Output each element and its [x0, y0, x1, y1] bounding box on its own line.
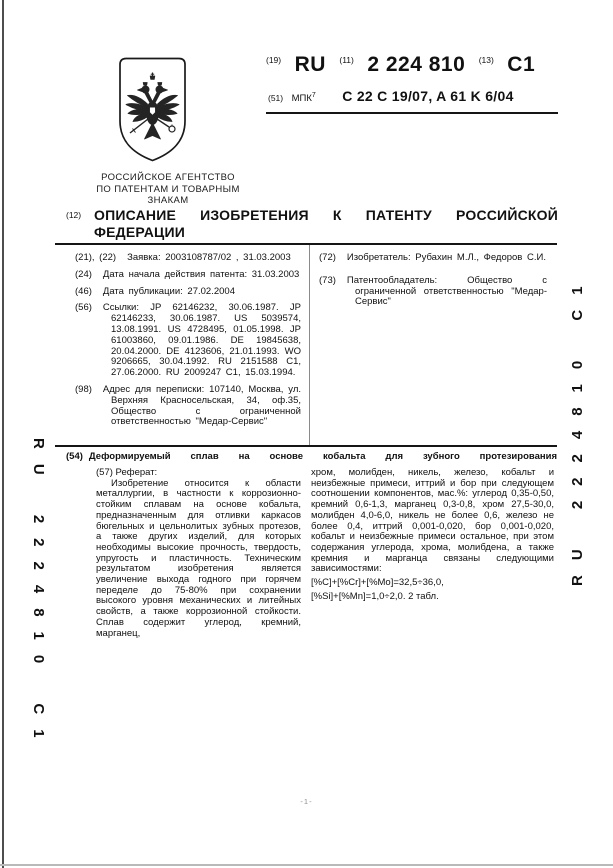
header-rule: [266, 112, 558, 114]
sidebar-patent-number-right: RU 2224810 C1: [569, 271, 586, 586]
biblio-right-column: [319, 253, 547, 320]
assignee-text: Патентообладатель: Общество с ограниченной ответственностью "Медар-Сервис": [346, 274, 547, 308]
correspondence-address-entry: [75, 385, 301, 428]
inid-73-label: (73): [319, 274, 336, 286]
abstract-formula-2: [%Si]+[%Mn]=1,0÷2,0. 2 табл.: [311, 590, 439, 602]
references-text: Ссылки: JP 62146232, 30.06.1987. JP 62146233, 30.06.1987. US 5039574, 13.08.1991. US 4728495, 01.05.1998. JP 61003860, 09.01.1986. DE 19845638, 20.04.2000. DE 4123606, 21.01.1993. WO 9206665, 30.04.1992. RU 2151588 C1, 27.06.2000. RU 2009247 C1, 15.03.1994.: [102, 302, 301, 379]
document-type-section: [66, 207, 558, 240]
agency-line-3: ЗНАКАМ: [147, 195, 189, 206]
abstract-column-1: [96, 468, 301, 639]
abstract-text-part-1: Изобретение относится к области металлургии, в частности к коррозионно-стойким сплавам на основе кобальта, предназначенным для отливки каркасов бюгельных и цельнолитых зубных протезов, а также других изделий, для которых необходимы высокие прочность, твердость, упругость и пластичность. Техническим результатом изобретения является увеличение выхода годного при горячем переделе до 75-80% при сохранении высокого уровня механических и литейных свойств, а также коррозионной стойкости. Сплав содержит углерод, кремний, марганец,: [96, 477, 301, 639]
double-headed-eagle-emblem: [116, 55, 189, 165]
inid-72-label: (72): [319, 252, 336, 263]
publication-number-line: [266, 53, 560, 77]
inid-46-label: (46): [75, 285, 92, 297]
publication-number: 2 224 810: [367, 53, 466, 76]
agency-name: [90, 172, 246, 207]
document-type-title: ОПИСАНИЕ ИЗОБРЕТЕНИЯ К ПАТЕНТУ РОССИЙСКОЙ ФЕДЕРАЦИИ: [94, 207, 558, 240]
inid-21-22-label: (21), (22): [75, 252, 117, 263]
invention-title-section: [66, 451, 557, 462]
application-entry: [75, 253, 301, 264]
invention-title: Деформируемый сплав на основе кобальта для зубного протезирования: [88, 451, 557, 462]
country-code: RU: [294, 53, 326, 76]
inid-51-label: (51): [268, 93, 284, 103]
page-number: -1-: [300, 797, 313, 806]
ipc-line: [268, 88, 560, 106]
sidebar-patent-number-left: RU 2224810 C1: [30, 438, 47, 753]
patent-start-date-entry: [75, 270, 301, 281]
scan-edge-bottom: [0, 864, 613, 866]
inid-24-label: (24): [75, 268, 92, 280]
inid-12-label: (12): [66, 210, 82, 220]
publication-date-entry: [75, 287, 301, 298]
coat-of-arms-icon: [116, 55, 189, 165]
bibliographic-block: [55, 243, 557, 447]
inid-57-label: (57): [96, 467, 113, 478]
abstract-column-2: [311, 468, 554, 602]
ipc-edition: МПК$^7$: [291, 91, 316, 104]
abstract-formula-1: [%C]+[%Cr]+[%Mo]=32,5÷36,0,: [311, 577, 444, 589]
inventor-text: Изобретатель: Рубахин М.Л., Федоров С.И.: [346, 252, 546, 263]
ipc-codes: C 22 C 19/07, A 61 K 6/04: [342, 88, 514, 104]
inid-19-label: (19): [266, 55, 282, 65]
abstract-heading-text: Реферат:: [115, 467, 158, 478]
application-text: Заявка: 2003108787/02 , 31.03.2003: [127, 252, 291, 263]
abstract-text-part-2: хром, молибден, никель, железо, кобальт и неизбежные примеси, иттрий и бор при следующем соотношении компонентов, мас.%: углерод 0,35-0,50, кремний 0,6-1,3, марганец 0,3-0,8, хром 27,5-30,0, молибден 4,0-6,0, никель не более 0,6, железо не более 0,4, иттрий 0,001-0,020, бор 0,001-0,020, кобальт и неизбежные примеси остальное, при этом содержания углерода, хрома, молибдена, а также кремния и марганца связаны следующими зависимостями:: [311, 467, 554, 575]
inid-11-label: (11): [339, 55, 354, 65]
assignee-entry: [319, 276, 547, 308]
inid-54-label: (54): [66, 451, 83, 462]
agency-line-2: ПО ПАТЕНТАМ И ТОВАРНЫМ: [96, 183, 240, 195]
patent-start-date-text: Дата начала действия патента: 31.03.2003: [102, 268, 300, 280]
publication-date-text: Дата публикации: 27.02.2004: [102, 285, 235, 297]
inid-56-label: (56): [75, 302, 92, 314]
biblio-left-column: [75, 253, 301, 434]
scan-edge-left: [2, 0, 4, 868]
kind-code: C1: [507, 53, 536, 76]
inventor-entry: [319, 253, 547, 264]
correspondence-address-text: Адрес для переписки: 107140, Москва, ул. Верхняя Красносельская, 34, оф.35, Общество с ограниченной ответственностью "Медар-Сервис": [102, 383, 301, 428]
agency-line-1: РОССИЙСКОЕ АГЕНТСТВО: [101, 172, 235, 183]
references-entry: [75, 303, 301, 379]
column-divider: [309, 245, 310, 445]
inid-98-label: (98): [75, 383, 92, 395]
inid-13-label: (13): [478, 55, 494, 65]
